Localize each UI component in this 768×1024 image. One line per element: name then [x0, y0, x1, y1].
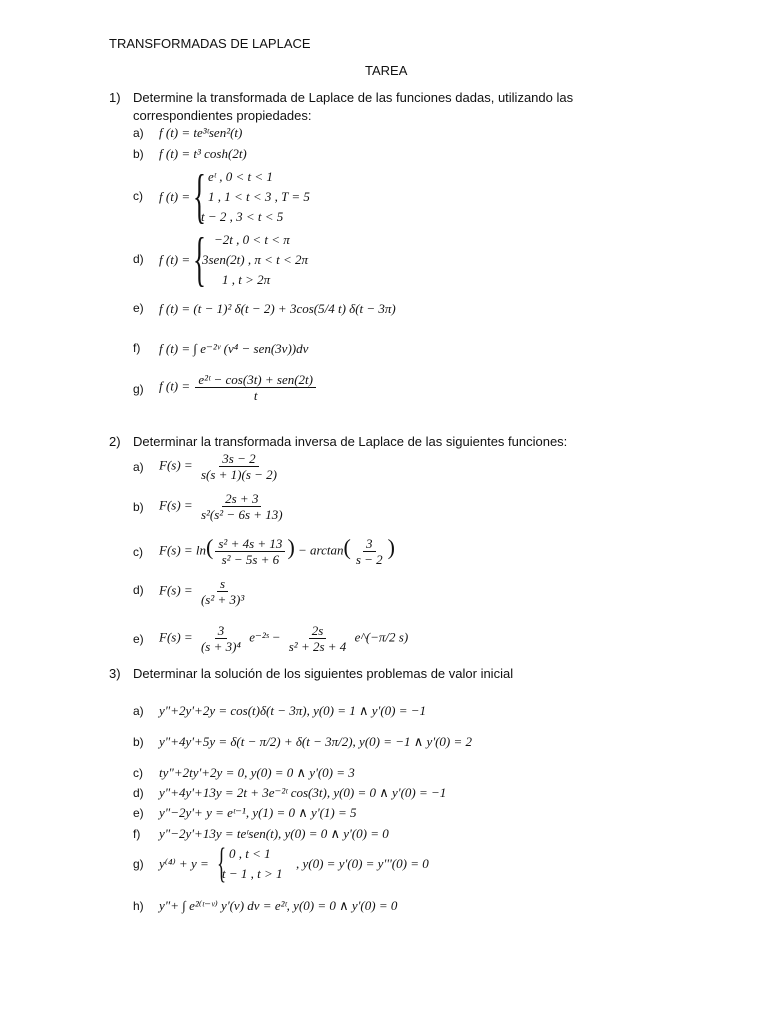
formula-3g-row1: 0 , t < 1	[229, 846, 271, 861]
item-label: c)	[133, 189, 143, 203]
formula-3g-row2: t − 1 , t > 1	[222, 866, 283, 881]
denominator: s(s + 1)(s − 2)	[200, 467, 277, 482]
numerator: 2s	[309, 623, 327, 639]
item-label: b)	[133, 147, 144, 161]
numerator: 2s + 3	[222, 491, 261, 507]
formula-2c-mid: − arctan	[298, 542, 344, 558]
item-label: c)	[133, 545, 143, 559]
formula-1c-row2: 1 , 1 < t < 3 , T = 5	[208, 189, 310, 204]
formula-2c	[159, 536, 395, 567]
fraction	[198, 451, 280, 482]
formula-1g-lhs: f (t) =	[159, 378, 191, 394]
formula-1b: f (t) = t³ cosh(2t)	[159, 146, 247, 161]
numerator: 3s − 2	[219, 451, 258, 467]
item-label: g)	[133, 857, 144, 871]
denominator: (s² + 3)³	[200, 592, 245, 607]
item-label: b)	[133, 735, 144, 749]
formula-1c-row1: eᵗ , 0 < t < 1	[208, 169, 273, 184]
fraction	[353, 536, 386, 567]
item-label: f)	[133, 341, 141, 355]
fraction	[286, 623, 350, 654]
item-label: d)	[133, 583, 144, 597]
denominator: s²(s² − 6s + 13)	[200, 507, 283, 522]
item-label: b)	[133, 500, 144, 514]
numerator: 3	[215, 623, 228, 639]
item-label: a)	[133, 704, 144, 718]
formula-3g-lhs: y⁽⁴⁾ + y =	[159, 856, 209, 871]
section1-line2: correspondientes propiedades:	[133, 108, 312, 123]
formula-2d	[159, 576, 249, 607]
numerator: s² + 4s + 13	[215, 536, 285, 552]
denominator: s² − 5s + 6	[221, 552, 280, 567]
section2-number: 2)	[109, 434, 121, 449]
formula-3e: y"−2y'+ y = eᵗ⁻¹, y(1) = 0 ∧ y'(1) = 5	[159, 805, 357, 820]
formula-1d-row3: 1 , t > 2π	[222, 272, 271, 287]
item-label: a)	[133, 126, 144, 140]
formula-2b-lhs: F(s) =	[159, 497, 193, 513]
formula-1a: f (t) = te³ᵗsen²(t)	[159, 125, 243, 140]
fraction	[198, 576, 247, 607]
formula-3f: y"−2y'+13y = teᵗsen(t), y(0) = 0 ∧ y'(0) = 0	[159, 826, 389, 841]
formula-2a	[159, 451, 282, 482]
section3-number: 3)	[109, 666, 121, 681]
formula-3g-rhs: , y(0) = y'(0) = y'''(0) = 0	[296, 856, 429, 871]
item-label: g)	[133, 382, 144, 396]
denominator: s² + 2s + 4	[288, 639, 347, 654]
item-label: d)	[133, 252, 144, 266]
formula-3c: ty"+2ty'+2y = 0, y(0) = 0 ∧ y'(0) = 3	[159, 765, 355, 780]
formula-2e-tail: e^(−π/2 s)	[354, 629, 409, 645]
formula-1g	[159, 372, 318, 403]
numerator: e²ᵗ − cos(3t) + sen(2t)	[195, 372, 316, 388]
formula-3a: y"+2y'+2y = cos(t)δ(t − 3π), y(0) = 1 ∧ y'(0) = −1	[159, 703, 427, 718]
formula-2d-lhs: F(s) =	[159, 582, 193, 598]
item-label: f)	[133, 827, 141, 841]
left-brace: {	[193, 226, 206, 292]
denominator: (s + 3)⁴	[200, 639, 241, 654]
document-subtitle: TAREA	[365, 63, 408, 78]
formula-1d-lhs: f (t) =	[159, 252, 191, 267]
formula-1c-row3: t − 2 , 3 < t < 5	[201, 209, 284, 224]
item-label: c)	[133, 766, 143, 780]
section1-line1: Determine la transformada de Laplace de las funciones dadas, utilizando las	[133, 90, 574, 105]
paren-open: (	[343, 534, 351, 560]
formula-2a-lhs: F(s) =	[159, 457, 193, 473]
document-title: TRANSFORMADAS DE LAPLACE	[109, 36, 311, 51]
formula-1f: f (t) = ∫ e⁻²ᵛ (v⁴ − sen(3v))dv	[159, 341, 309, 356]
formula-3d: y"+4y'+13y = 2t + 3e⁻²ᵗ cos(3t), y(0) = 0 ∧ y'(0) = −1	[159, 785, 447, 800]
item-label: e)	[133, 632, 144, 646]
formula-2e	[159, 623, 408, 654]
item-label: h)	[133, 899, 144, 913]
section3-line1: Determinar la solución de los siguientes problemas de valor inicial	[133, 666, 514, 681]
numerator: s	[217, 576, 228, 592]
formula-2e-lhs: F(s) =	[159, 629, 193, 645]
formula-2b	[159, 491, 288, 522]
formula-3h: y"+ ∫ e²⁽ᵗ⁻ᵛ⁾ y'(v) dv = e²ᵗ, y(0) = 0 ∧ y'(0) = 0	[159, 898, 398, 913]
section1-number: 1)	[109, 90, 121, 105]
numerator: 3	[363, 536, 376, 552]
denominator: s − 2	[355, 552, 383, 567]
item-label: d)	[133, 786, 144, 800]
left-brace: {	[217, 841, 227, 887]
paren-close: )	[287, 534, 295, 560]
item-label: a)	[133, 460, 144, 474]
item-label: e)	[133, 301, 144, 315]
fraction	[215, 536, 285, 567]
formula-1d-row1: −2t , 0 < t < π	[214, 232, 290, 247]
formula-1e: f (t) = (t − 1)² δ(t − 2) + 3cos(5/4 t) δ(t − 3π)	[159, 301, 396, 316]
fraction	[195, 372, 316, 403]
formula-2e-mid: e⁻²ˢ −	[249, 629, 281, 645]
fraction	[198, 623, 244, 654]
denominator: t	[253, 388, 258, 403]
fraction	[198, 491, 286, 522]
formula-1c-lhs: f (t) =	[159, 189, 191, 204]
section2-line1: Determinar la transformada inversa de Laplace de las siguientes funciones:	[133, 434, 568, 449]
item-label: e)	[133, 806, 144, 820]
formula-3b: y"+4y'+5y = δ(t − π/2) + δ(t − 3π/2), y(0) = −1 ∧ y'(0) = 2	[159, 734, 473, 749]
paren-close: )	[387, 534, 395, 560]
formula-2c-lhs: F(s) = ln	[159, 542, 207, 558]
formula-1d-row2: 3sen(2t) , π < t < 2π	[202, 252, 309, 267]
paren-open: (	[206, 534, 214, 560]
left-brace: {	[193, 163, 206, 229]
